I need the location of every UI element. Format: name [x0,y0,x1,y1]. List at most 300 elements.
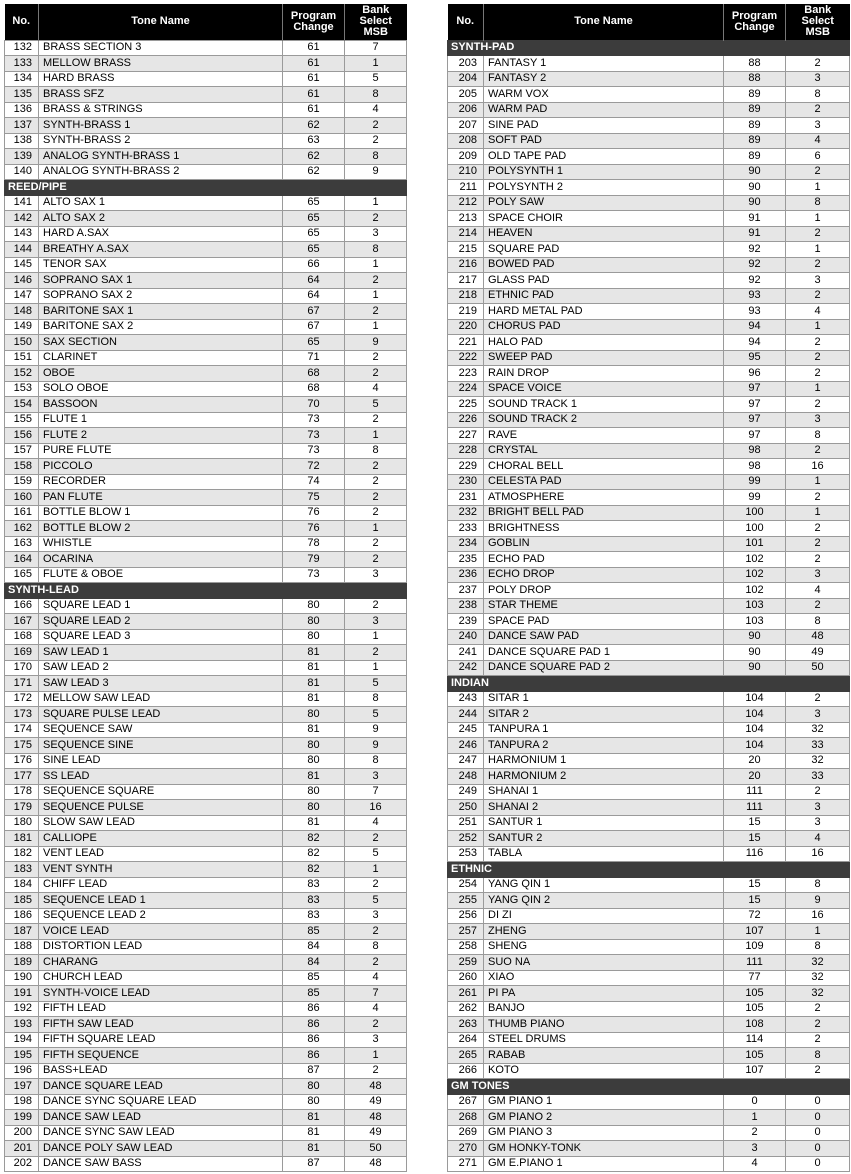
tone-name: VENT LEAD [39,846,283,862]
program-change: 108 [724,1017,786,1033]
bank-select-msb: 3 [786,273,850,289]
table-row [5,195,407,211]
bank-select-msb: 3 [345,567,407,583]
tone-number: 189 [5,955,39,971]
table-row [448,1017,850,1033]
tone-number: 151 [5,350,39,366]
table-row [5,1141,407,1157]
table-row [448,1001,850,1017]
bank-select-msb: 2 [786,164,850,180]
bank-select-msb: 5 [345,846,407,862]
tone-number: 163 [5,536,39,552]
bank-select-msb: 8 [786,195,850,211]
program-change: 73 [283,428,345,444]
program-change: 71 [283,350,345,366]
tone-name: SANTUR 2 [484,831,724,847]
table-row [448,242,850,258]
program-change: 95 [724,350,786,366]
tone-number: 140 [5,164,39,180]
tone-number: 247 [448,753,484,769]
tone-name: SYNTH-BRASS 1 [39,118,283,134]
table-row [5,691,407,707]
table-row [448,567,850,583]
tone-name: BRASS SECTION 3 [39,40,283,56]
program-change: 0 [724,1094,786,1110]
tone-number: 211 [448,180,484,196]
bank-select-msb: 3 [786,412,850,428]
tone-name: SAX SECTION [39,335,283,351]
tone-name: ATMOSPHERE [484,490,724,506]
program-change: 109 [724,939,786,955]
bank-select-msb: 2 [345,1017,407,1033]
tone-name: WHISTLE [39,536,283,552]
bank-select-msb: 4 [786,133,850,149]
table-row [448,831,850,847]
table-row [448,707,850,723]
tone-name: DANCE SQUARE LEAD [39,1079,283,1095]
program-change: 103 [724,614,786,630]
table-row [5,1063,407,1079]
table-row [5,350,407,366]
program-change: 65 [283,335,345,351]
tone-number: 178 [5,784,39,800]
tone-number: 137 [5,118,39,134]
tone-number: 244 [448,707,484,723]
table-row [448,288,850,304]
bank-select-msb: 0 [786,1156,850,1172]
table-row [5,459,407,475]
program-change: 89 [724,87,786,103]
program-change: 80 [283,707,345,723]
table-row [5,769,407,785]
bank-select-msb: 2 [786,366,850,382]
program-change: 73 [283,412,345,428]
table-row [448,955,850,971]
table-row [5,1032,407,1048]
program-change: 61 [283,102,345,118]
table-row [448,1048,850,1064]
table-row [448,846,850,862]
header-no: No. [448,4,484,40]
tone-name: CALLIOPE [39,831,283,847]
tone-name: DANCE SAW LEAD [39,1110,283,1126]
tone-number: 194 [5,1032,39,1048]
bank-select-msb: 4 [345,381,407,397]
table-row [448,226,850,242]
table-row [5,722,407,738]
program-change: 81 [283,660,345,676]
program-change: 104 [724,691,786,707]
section-header [448,862,850,878]
program-change: 20 [724,753,786,769]
tone-name: POLY DROP [484,583,724,599]
tone-name: TABLA [484,846,724,862]
tone-number: 179 [5,800,39,816]
table-row [448,521,850,537]
bank-select-msb: 0 [786,1094,850,1110]
table-row [448,56,850,72]
program-change: 80 [283,629,345,645]
header-program-change: Program Change [283,4,345,40]
table-row [448,195,850,211]
bank-select-msb: 0 [786,1141,850,1157]
table-row [5,335,407,351]
tone-name: CLARINET [39,350,283,366]
tone-name: BARITONE SAX 2 [39,319,283,335]
tone-number: 218 [448,288,484,304]
program-change: 105 [724,1048,786,1064]
bank-select-msb: 1 [345,862,407,878]
tone-number: 172 [5,691,39,707]
tone-name: RAIN DROP [484,366,724,382]
tone-name: MELLOW SAW LEAD [39,691,283,707]
header-tone-name: Tone Name [484,4,724,40]
tone-number: 182 [5,846,39,862]
bank-select-msb: 49 [345,1125,407,1141]
program-change: 62 [283,164,345,180]
tone-name: DI ZI [484,908,724,924]
tone-number: 215 [448,242,484,258]
tone-number: 199 [5,1110,39,1126]
tone-name: OLD TAPE PAD [484,149,724,165]
table-row [5,428,407,444]
table-row [448,769,850,785]
tone-number: 138 [5,133,39,149]
bank-select-msb: 8 [345,939,407,955]
table-row [448,598,850,614]
program-change: 67 [283,304,345,320]
table-row [448,552,850,568]
bank-select-msb: 2 [786,102,850,118]
table-row [5,660,407,676]
tone-name: SUO NA [484,955,724,971]
program-change: 65 [283,242,345,258]
table-row [448,335,850,351]
program-change: 97 [724,428,786,444]
bank-select-msb: 2 [345,831,407,847]
tone-number: 260 [448,970,484,986]
section-label: SYNTH-PAD [448,40,850,56]
tone-name: GM E.PIANO 1 [484,1156,724,1172]
program-change: 100 [724,505,786,521]
tone-name: WARM PAD [484,102,724,118]
program-change: 114 [724,1032,786,1048]
program-change: 73 [283,443,345,459]
bank-select-msb: 32 [786,753,850,769]
program-change: 84 [283,955,345,971]
bank-select-msb: 2 [786,1063,850,1079]
bank-select-msb: 4 [345,970,407,986]
section-header [448,676,850,692]
table-row [5,443,407,459]
program-change: 4 [724,1156,786,1172]
program-change: 20 [724,769,786,785]
tone-number: 156 [5,428,39,444]
tone-number: 241 [448,645,484,661]
table-row [5,273,407,289]
table-row [448,784,850,800]
program-change: 98 [724,443,786,459]
tone-number: 225 [448,397,484,413]
program-change: 86 [283,1001,345,1017]
tone-table-left [4,4,407,1172]
bank-select-msb: 2 [786,397,850,413]
bank-select-msb: 8 [345,753,407,769]
tone-number: 202 [5,1156,39,1172]
tone-name: SWEEP PAD [484,350,724,366]
program-change: 75 [283,490,345,506]
tone-name: SITAR 2 [484,707,724,723]
tone-number: 143 [5,226,39,242]
tone-number: 259 [448,955,484,971]
tone-name: SEQUENCE LEAD 1 [39,893,283,909]
bank-select-msb: 8 [786,614,850,630]
table-row [448,583,850,599]
tone-name: ANALOG SYNTH-BRASS 1 [39,149,283,165]
section-label: SYNTH-LEAD [5,583,407,599]
table-row [5,505,407,521]
program-change: 104 [724,722,786,738]
bank-select-msb: 2 [786,598,850,614]
bank-select-msb: 1 [345,428,407,444]
program-change: 111 [724,800,786,816]
tone-number: 261 [448,986,484,1002]
program-change: 103 [724,598,786,614]
tone-number: 252 [448,831,484,847]
bank-select-msb: 1 [786,381,850,397]
tone-name: GLASS PAD [484,273,724,289]
table-row [5,831,407,847]
program-change: 74 [283,474,345,490]
program-change: 111 [724,955,786,971]
tone-name: FIFTH SAW LEAD [39,1017,283,1033]
bank-select-msb: 8 [345,87,407,103]
table-row [5,753,407,769]
bank-select-msb: 3 [345,908,407,924]
table-row [448,908,850,924]
table-row [5,1017,407,1033]
bank-select-msb: 33 [786,769,850,785]
tone-number: 171 [5,676,39,692]
tone-number: 216 [448,257,484,273]
tone-name: HARD BRASS [39,71,283,87]
tone-number: 170 [5,660,39,676]
tone-name: BOTTLE BLOW 2 [39,521,283,537]
bank-select-msb: 1 [345,195,407,211]
bank-select-msb: 1 [786,505,850,521]
tone-name: SEQUENCE SAW [39,722,283,738]
tone-number: 258 [448,939,484,955]
table-row [448,397,850,413]
bank-select-msb: 2 [786,443,850,459]
tone-number: 232 [448,505,484,521]
tone-name: XIAO [484,970,724,986]
tone-number: 266 [448,1063,484,1079]
bank-select-msb: 1 [786,924,850,940]
table-row [5,304,407,320]
bank-select-msb: 1 [345,660,407,676]
program-change: 82 [283,862,345,878]
tone-number: 228 [448,443,484,459]
program-change: 63 [283,133,345,149]
tone-name: RABAB [484,1048,724,1064]
bank-select-msb: 1 [786,474,850,490]
bank-select-msb: 50 [786,660,850,676]
tone-number: 236 [448,567,484,583]
table-row [5,862,407,878]
program-change: 64 [283,288,345,304]
table-row [5,1079,407,1095]
bank-select-msb: 32 [786,955,850,971]
tone-name: SHENG [484,939,724,955]
table-header [5,4,407,40]
bank-select-msb: 8 [345,691,407,707]
bank-select-msb: 2 [786,335,850,351]
tone-table-right [447,4,850,1172]
tone-number: 198 [5,1094,39,1110]
bank-select-msb: 7 [345,784,407,800]
bank-select-msb: 2 [786,521,850,537]
tone-number: 253 [448,846,484,862]
bank-select-msb: 1 [345,288,407,304]
program-change: 87 [283,1063,345,1079]
tone-name: OCARINA [39,552,283,568]
tone-number: 166 [5,598,39,614]
bank-select-msb: 16 [345,800,407,816]
tone-name: SS LEAD [39,769,283,785]
bank-select-msb: 4 [786,304,850,320]
tone-number: 195 [5,1048,39,1064]
tone-number: 219 [448,304,484,320]
table-row [448,505,850,521]
program-change: 80 [283,800,345,816]
tone-name: TANPURA 2 [484,738,724,754]
table-row [5,614,407,630]
tone-name: BOTTLE BLOW 1 [39,505,283,521]
tone-number: 269 [448,1125,484,1141]
bank-select-msb: 4 [786,583,850,599]
bank-select-msb: 2 [345,366,407,382]
tone-name: CHIFF LEAD [39,877,283,893]
tone-number: 210 [448,164,484,180]
table-row [5,645,407,661]
tone-name: DISTORTION LEAD [39,939,283,955]
table-row [448,443,850,459]
bank-select-msb: 3 [345,1032,407,1048]
tone-number: 135 [5,87,39,103]
program-change: 89 [724,102,786,118]
tone-name: DANCE SQUARE PAD 1 [484,645,724,661]
program-change: 70 [283,397,345,413]
tone-name: SQUARE LEAD 2 [39,614,283,630]
tone-name: DANCE SAW BASS [39,1156,283,1172]
tone-name: VENT SYNTH [39,862,283,878]
table-row [5,552,407,568]
bank-select-msb: 50 [345,1141,407,1157]
table-row [5,815,407,831]
tone-name: BRASS & STRINGS [39,102,283,118]
tone-number: 139 [5,149,39,165]
tone-name: RECORDER [39,474,283,490]
tone-name: HARD A.SAX [39,226,283,242]
table-row [5,412,407,428]
program-change: 66 [283,257,345,273]
program-change: 105 [724,1001,786,1017]
tone-number: 207 [448,118,484,134]
bank-select-msb: 2 [786,552,850,568]
bank-select-msb: 49 [786,645,850,661]
program-change: 80 [283,738,345,754]
section-label: INDIAN [448,676,850,692]
tone-name: POLY SAW [484,195,724,211]
header-bank-select-msb: Bank Select MSB [786,4,850,40]
program-change: 81 [283,769,345,785]
table-row [448,722,850,738]
tone-number: 221 [448,335,484,351]
table-row [5,149,407,165]
tone-name: YANG QIN 2 [484,893,724,909]
bank-select-msb: 2 [786,784,850,800]
tone-number: 147 [5,288,39,304]
bank-select-msb: 4 [345,102,407,118]
bank-select-msb: 32 [786,986,850,1002]
tone-number: 203 [448,56,484,72]
tone-name: ZHENG [484,924,724,940]
tone-name: BRASS SFZ [39,87,283,103]
tone-number: 190 [5,970,39,986]
table-row [448,304,850,320]
tone-number: 229 [448,459,484,475]
program-change: 81 [283,1141,345,1157]
program-change: 65 [283,195,345,211]
bank-select-msb: 2 [345,536,407,552]
program-change: 99 [724,474,786,490]
table-row [5,87,407,103]
program-change: 86 [283,1017,345,1033]
tone-number: 237 [448,583,484,599]
tone-name: GM PIANO 1 [484,1094,724,1110]
tone-name: SOFT PAD [484,133,724,149]
tone-name: DANCE SYNC SQUARE LEAD [39,1094,283,1110]
program-change: 97 [724,412,786,428]
program-change: 90 [724,660,786,676]
tone-name: HARMONIUM 1 [484,753,724,769]
bank-select-msb: 2 [345,1063,407,1079]
bank-select-msb: 3 [786,707,850,723]
table-row [5,676,407,692]
table-row [5,784,407,800]
bank-select-msb: 3 [786,71,850,87]
program-change: 15 [724,893,786,909]
program-change: 92 [724,242,786,258]
program-change: 90 [724,195,786,211]
tone-name: PURE FLUTE [39,443,283,459]
table-row [448,87,850,103]
bank-select-msb: 2 [786,1032,850,1048]
tone-number: 256 [448,908,484,924]
tone-name: THUMB PIANO [484,1017,724,1033]
bank-select-msb: 3 [786,567,850,583]
tone-number: 185 [5,893,39,909]
program-change: 81 [283,1125,345,1141]
tone-name: CHARANG [39,955,283,971]
tone-name: BASSOON [39,397,283,413]
program-change: 102 [724,552,786,568]
program-change: 94 [724,335,786,351]
section-header [5,180,407,196]
table-row [5,1094,407,1110]
tone-number: 149 [5,319,39,335]
